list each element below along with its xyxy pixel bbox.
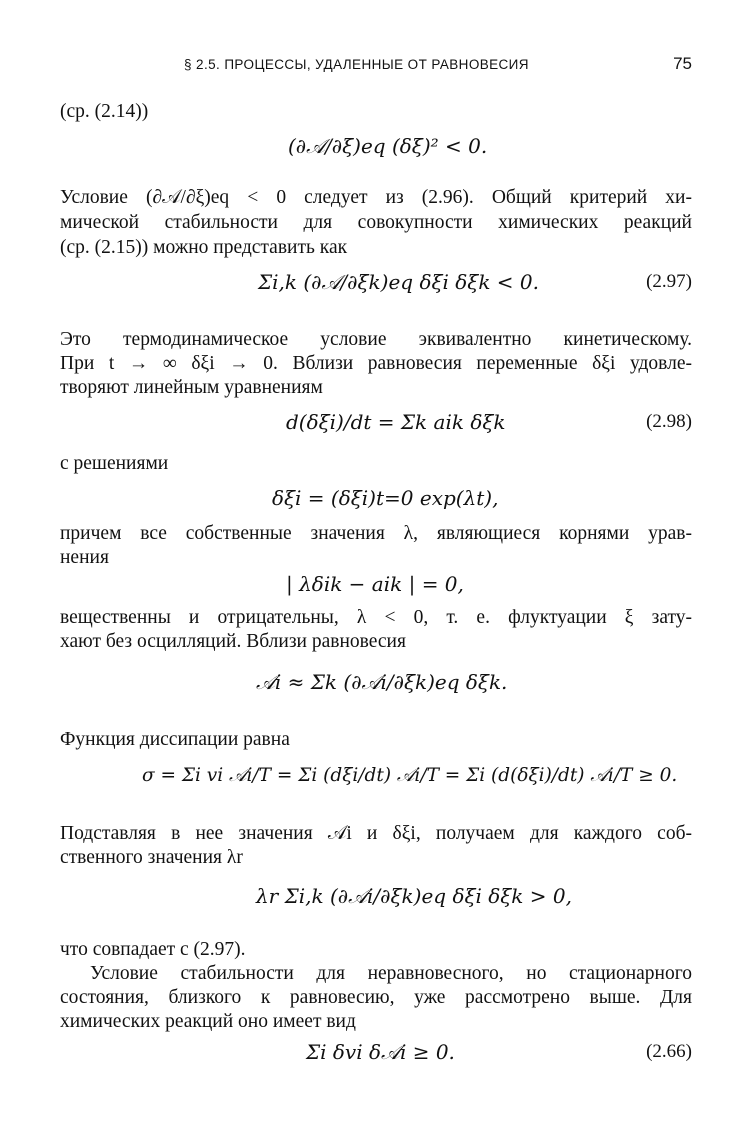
equation-number: (2.97)	[646, 271, 692, 292]
paragraph-line: Условие стабильности для неравновесного, но стационарного	[90, 963, 692, 984]
paragraph-line: ственного значения λr	[60, 847, 243, 868]
equation-solution: δξi = (δξi)t=0 exp(λt),	[272, 486, 499, 510]
paragraph-line: состояния, близкого к равновесию, уже рассмотрено выше. Для	[60, 987, 692, 1008]
paragraph-line: вещественны и отрицательны, λ < 0, т. е. флуктуации ξ зату-	[60, 607, 692, 628]
paragraph-line: что совпадает с (2.97).	[60, 939, 246, 960]
paragraph-line: Это термодинамическое условие эквивалентно кинетическому.	[60, 329, 692, 350]
equation-eigenvalue: λr Σi,k (∂𝒜i/∂ξk)eq δξi δξk > 0,	[256, 884, 572, 908]
paragraph-line: (ср. (2.15)) можно представить как	[60, 237, 348, 258]
equation-characteristic: | λδik − aik | = 0,	[286, 572, 464, 596]
paragraph-line: химических реакций оно имеет вид	[60, 1011, 356, 1032]
paragraph-line: При t → ∞ δξi → 0. Вблизи равновесия переменные δξi удовле-	[60, 353, 692, 374]
paragraph-line: причем все собственные значения λ, являющиеся корнями урав-	[60, 523, 692, 544]
equation-2-97: Σi,k (∂𝒜/∂ξk)eq δξi δξk < 0.	[258, 270, 539, 294]
page-number: 75	[673, 54, 692, 73]
paragraph-line: мической стабильности для совокупности химических реакций	[60, 212, 692, 233]
equation-number: (2.66)	[646, 1041, 692, 1062]
equation-affinity: 𝒜i ≈ Σk (∂𝒜i/∂ξk)eq δξk.	[256, 670, 508, 694]
equation-stability-inequality: (∂𝒜/∂ξ)eq (δξ)² < 0.	[288, 134, 488, 158]
section-title: § 2.5. ПРОЦЕССЫ, УДАЛЕННЫЕ ОТ РАВНОВЕСИЯ	[184, 57, 529, 72]
paragraph-line: нения	[60, 547, 109, 568]
paragraph-line: творяют линейным уравнениям	[60, 377, 323, 398]
paragraph-line: Функция диссипации равна	[60, 729, 290, 750]
paragraph-line: с решениями	[60, 453, 169, 474]
equation-2-66: Σi δvi δ𝒜i ≥ 0.	[306, 1040, 455, 1064]
paragraph-line: Подставляя в нее значения 𝒜i и δξi, получаем для каждого соб-	[60, 823, 692, 844]
equation-dissipation: σ = Σi vi 𝒜i/T = Σi (dξi/dt) 𝒜i/T = Σi (d(δξi)/dt) 𝒜i/T ≥ 0.	[142, 765, 678, 786]
equation-2-98: d(δξi)/dt = Σk aik δξk	[286, 410, 506, 434]
paragraph-line: (ср. (2.14))	[60, 101, 149, 122]
paragraph-line: Условие (∂𝒜/∂ξ)eq < 0 следует из (2.96). Общий критерий хи-	[60, 187, 692, 208]
paragraph-line: хают без осцилляций. Вблизи равновесия	[60, 631, 406, 652]
equation-number: (2.98)	[646, 411, 692, 432]
running-header	[60, 54, 692, 78]
